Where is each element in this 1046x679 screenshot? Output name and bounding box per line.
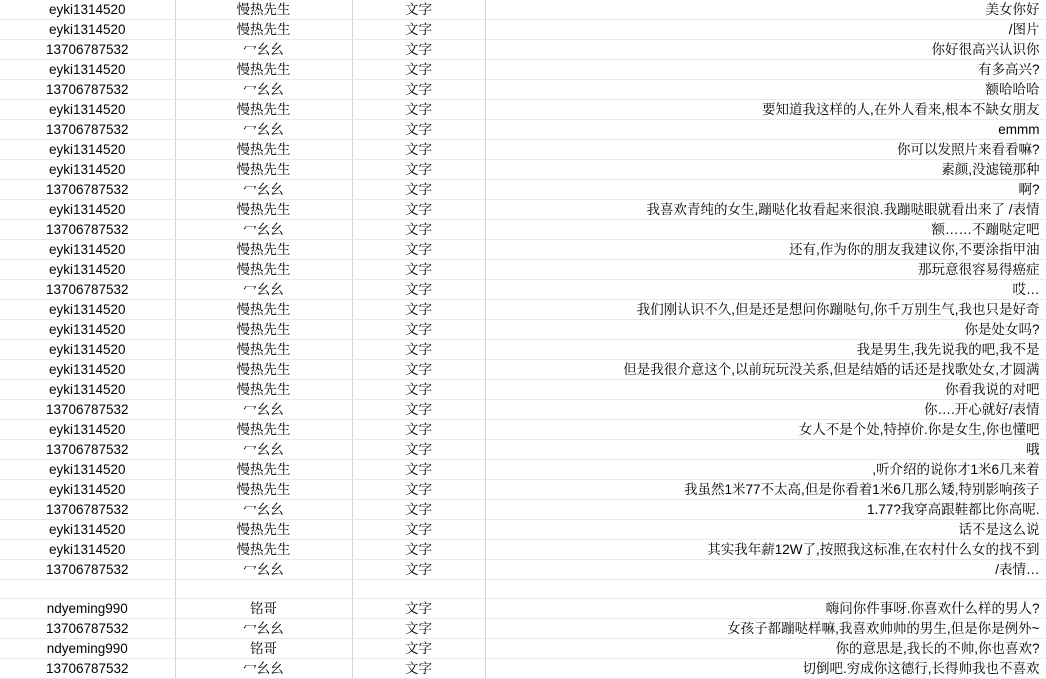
cell-message: 美女你好 [485, 0, 1046, 20]
cell-nickname: 慢热先生 [175, 240, 352, 260]
cell-msg-type: 文字 [352, 40, 485, 60]
cell-account: eyki1314520 [0, 100, 175, 120]
table-cell-empty [0, 580, 175, 599]
cell-account: eyki1314520 [0, 160, 175, 180]
cell-account: 13706787532 [0, 659, 175, 679]
cell-account: eyki1314520 [0, 540, 175, 560]
cell-nickname: 冖幺幺 [175, 220, 352, 240]
cell-account: 13706787532 [0, 400, 175, 420]
cell-nickname: 慢热先生 [175, 100, 352, 120]
cell-account: eyki1314520 [0, 240, 175, 260]
cell-message: 额……不蹦哒定吧 [485, 220, 1046, 240]
cell-nickname: 慢热先生 [175, 460, 352, 480]
cell-account: eyki1314520 [0, 460, 175, 480]
cell-msg-type: 文字 [352, 659, 485, 679]
cell-nickname: 慢热先生 [175, 300, 352, 320]
table-row [0, 340, 1046, 360]
table-row [0, 480, 1046, 500]
table-row-spacer [0, 580, 1046, 599]
cell-msg-type: 文字 [352, 220, 485, 240]
cell-account: eyki1314520 [0, 320, 175, 340]
cell-nickname: 慢热先生 [175, 200, 352, 220]
cell-nickname: 慢热先生 [175, 540, 352, 560]
cell-account: 13706787532 [0, 40, 175, 60]
table-row [0, 420, 1046, 440]
cell-message: 啊? [485, 180, 1046, 200]
cell-account: 13706787532 [0, 80, 175, 100]
table-row [0, 400, 1046, 420]
cell-nickname: 冖幺幺 [175, 440, 352, 460]
cell-message: 我是男生,我先说我的吧,我不是 [485, 340, 1046, 360]
table-row [0, 280, 1046, 300]
cell-account: 13706787532 [0, 120, 175, 140]
cell-msg-type: 文字 [352, 120, 485, 140]
table-row [0, 160, 1046, 180]
table-row [0, 180, 1046, 200]
cell-message: 要知道我这样的人,在外人看来,根本不缺女朋友 [485, 100, 1046, 120]
cell-msg-type: 文字 [352, 520, 485, 540]
cell-nickname: 冖幺幺 [175, 180, 352, 200]
cell-message: 那玩意很容易得癌症 [485, 260, 1046, 280]
cell-msg-type: 文字 [352, 460, 485, 480]
cell-msg-type: 文字 [352, 240, 485, 260]
cell-nickname: 冖幺幺 [175, 400, 352, 420]
cell-account: 13706787532 [0, 440, 175, 460]
cell-message: 切倒吧.穷成你这德行,长得帅我也不喜欢 [485, 659, 1046, 679]
cell-account: eyki1314520 [0, 520, 175, 540]
table-row [0, 20, 1046, 40]
cell-message: 其实我年薪12W了,按照我这标准,在农村什么女的找不到 [485, 540, 1046, 560]
cell-account: 13706787532 [0, 560, 175, 580]
table-row [0, 540, 1046, 560]
cell-msg-type: 文字 [352, 280, 485, 300]
cell-message: 你….开心就好/表情 [485, 400, 1046, 420]
cell-nickname: 冖幺幺 [175, 619, 352, 639]
cell-account: eyki1314520 [0, 340, 175, 360]
cell-nickname: 慢热先生 [175, 140, 352, 160]
cell-account: eyki1314520 [0, 260, 175, 280]
cell-nickname: 铭哥 [175, 639, 352, 659]
table-row [0, 659, 1046, 679]
table-row [0, 440, 1046, 460]
table-row [0, 140, 1046, 160]
cell-message: 女孩子都蹦哒样嘛,我喜欢帅帅的男生,但是你是例外~ [485, 619, 1046, 639]
cell-message: 哎… [485, 280, 1046, 300]
cell-nickname: 慢热先生 [175, 380, 352, 400]
cell-nickname: 慢热先生 [175, 160, 352, 180]
cell-msg-type: 文字 [352, 560, 485, 580]
cell-account: 13706787532 [0, 220, 175, 240]
cell-message: 你看我说的对吧 [485, 380, 1046, 400]
cell-message: /图片 [485, 20, 1046, 40]
cell-nickname: 铭哥 [175, 599, 352, 619]
cell-nickname: 冖幺幺 [175, 80, 352, 100]
table-row [0, 220, 1046, 240]
cell-account: ndyeming990 [0, 639, 175, 659]
cell-message: ,听介绍的说你才1米6几来着 [485, 460, 1046, 480]
cell-msg-type: 文字 [352, 200, 485, 220]
cell-msg-type: 文字 [352, 60, 485, 80]
cell-account: eyki1314520 [0, 420, 175, 440]
table-row [0, 200, 1046, 220]
cell-message: 你好很高兴认识你 [485, 40, 1046, 60]
cell-msg-type: 文字 [352, 160, 485, 180]
cell-msg-type: 文字 [352, 80, 485, 100]
table-row [0, 260, 1046, 280]
cell-nickname: 慢热先生 [175, 480, 352, 500]
cell-nickname: 冖幺幺 [175, 659, 352, 679]
cell-message: 额哈哈哈 [485, 80, 1046, 100]
table-row [0, 520, 1046, 540]
cell-msg-type: 文字 [352, 619, 485, 639]
cell-message: 嗨问你件事呀.你喜欢什么样的男人? [485, 599, 1046, 619]
cell-account: eyki1314520 [0, 360, 175, 380]
cell-nickname: 慢热先生 [175, 0, 352, 20]
table-row [0, 500, 1046, 520]
table-row [0, 0, 1046, 20]
cell-account: eyki1314520 [0, 300, 175, 320]
table-row [0, 639, 1046, 659]
cell-message: emmm [485, 120, 1046, 140]
table-row [0, 40, 1046, 60]
table-row [0, 240, 1046, 260]
cell-account: eyki1314520 [0, 200, 175, 220]
table-row [0, 60, 1046, 80]
table-cell-empty [485, 580, 1046, 599]
cell-message: 素颜,没滤镜那种 [485, 160, 1046, 180]
cell-nickname: 慢热先生 [175, 60, 352, 80]
cell-account: 13706787532 [0, 180, 175, 200]
cell-message: 有多高兴? [485, 60, 1046, 80]
cell-msg-type: 文字 [352, 599, 485, 619]
cell-nickname: 冖幺幺 [175, 560, 352, 580]
table-row [0, 360, 1046, 380]
cell-account: 13706787532 [0, 280, 175, 300]
cell-msg-type: 文字 [352, 260, 485, 280]
cell-msg-type: 文字 [352, 20, 485, 40]
cell-msg-type: 文字 [352, 140, 485, 160]
cell-msg-type: 文字 [352, 639, 485, 659]
cell-account: 13706787532 [0, 619, 175, 639]
cell-account: 13706787532 [0, 500, 175, 520]
table-row [0, 80, 1046, 100]
cell-message: 你是处女吗? [485, 320, 1046, 340]
cell-account: eyki1314520 [0, 380, 175, 400]
cell-msg-type: 文字 [352, 420, 485, 440]
cell-msg-type: 文字 [352, 180, 485, 200]
cell-nickname: 冖幺幺 [175, 280, 352, 300]
cell-nickname: 慢热先生 [175, 260, 352, 280]
cell-msg-type: 文字 [352, 100, 485, 120]
table-row [0, 599, 1046, 619]
cell-account: ndyeming990 [0, 599, 175, 619]
cell-nickname: 慢热先生 [175, 520, 352, 540]
cell-nickname: 冖幺幺 [175, 500, 352, 520]
table-row [0, 300, 1046, 320]
table-row [0, 460, 1046, 480]
cell-msg-type: 文字 [352, 340, 485, 360]
cell-message: 我们刚认识不久,但是还是想问你蹦哒句,你千万别生气,我也只是好奇 [485, 300, 1046, 320]
table-cell-empty [175, 580, 352, 599]
cell-message: 我喜欢青纯的女生,蹦哒化妆看起来很浪.我蹦哒眼就看出来了 /表情 [485, 200, 1046, 220]
cell-message: 你的意思是,我长的不帅,你也喜欢? [485, 639, 1046, 659]
cell-nickname: 慢热先生 [175, 360, 352, 380]
cell-nickname: 慢热先生 [175, 340, 352, 360]
cell-nickname: 冖幺幺 [175, 120, 352, 140]
cell-message: 你可以发照片来看看嘛? [485, 140, 1046, 160]
cell-msg-type: 文字 [352, 480, 485, 500]
cell-message: 哦 [485, 440, 1046, 460]
cell-account: eyki1314520 [0, 60, 175, 80]
cell-msg-type: 文字 [352, 400, 485, 420]
cell-msg-type: 文字 [352, 360, 485, 380]
cell-msg-type: 文字 [352, 540, 485, 560]
cell-msg-type: 文字 [352, 380, 485, 400]
table-row [0, 320, 1046, 340]
table-row [0, 120, 1046, 140]
cell-msg-type: 文字 [352, 300, 485, 320]
cell-nickname: 慢热先生 [175, 20, 352, 40]
cell-nickname: 慢热先生 [175, 320, 352, 340]
cell-account: eyki1314520 [0, 20, 175, 40]
cell-message: 女人不是个处,特掉价.你是女生,你也懂吧 [485, 420, 1046, 440]
cell-msg-type: 文字 [352, 0, 485, 20]
table-cell-empty [352, 580, 485, 599]
table-row [0, 560, 1046, 580]
cell-message: 还有,作为你的朋友我建议你,不要涂指甲油 [485, 240, 1046, 260]
table-row [0, 619, 1046, 639]
cell-message: /表情… [485, 560, 1046, 580]
cell-nickname: 冖幺幺 [175, 40, 352, 60]
cell-msg-type: 文字 [352, 320, 485, 340]
table-row [0, 380, 1046, 400]
cell-msg-type: 文字 [352, 500, 485, 520]
cell-msg-type: 文字 [352, 440, 485, 460]
cell-nickname: 慢热先生 [175, 420, 352, 440]
cell-account: eyki1314520 [0, 0, 175, 20]
cell-account: eyki1314520 [0, 140, 175, 160]
cell-message: 话不是这么说 [485, 520, 1046, 540]
cell-message: 我虽然1米77不太高,但是你看着1米6几那么矮,特别影响孩子 [485, 480, 1046, 500]
cell-account: eyki1314520 [0, 480, 175, 500]
table-row [0, 100, 1046, 120]
cell-message: 但是我很介意这个,以前玩玩没关系,但是结婚的话还是找歌处女,才圆满 [485, 360, 1046, 380]
cell-message: 1.77?我穿高跟鞋都比你高呢. [485, 500, 1046, 520]
